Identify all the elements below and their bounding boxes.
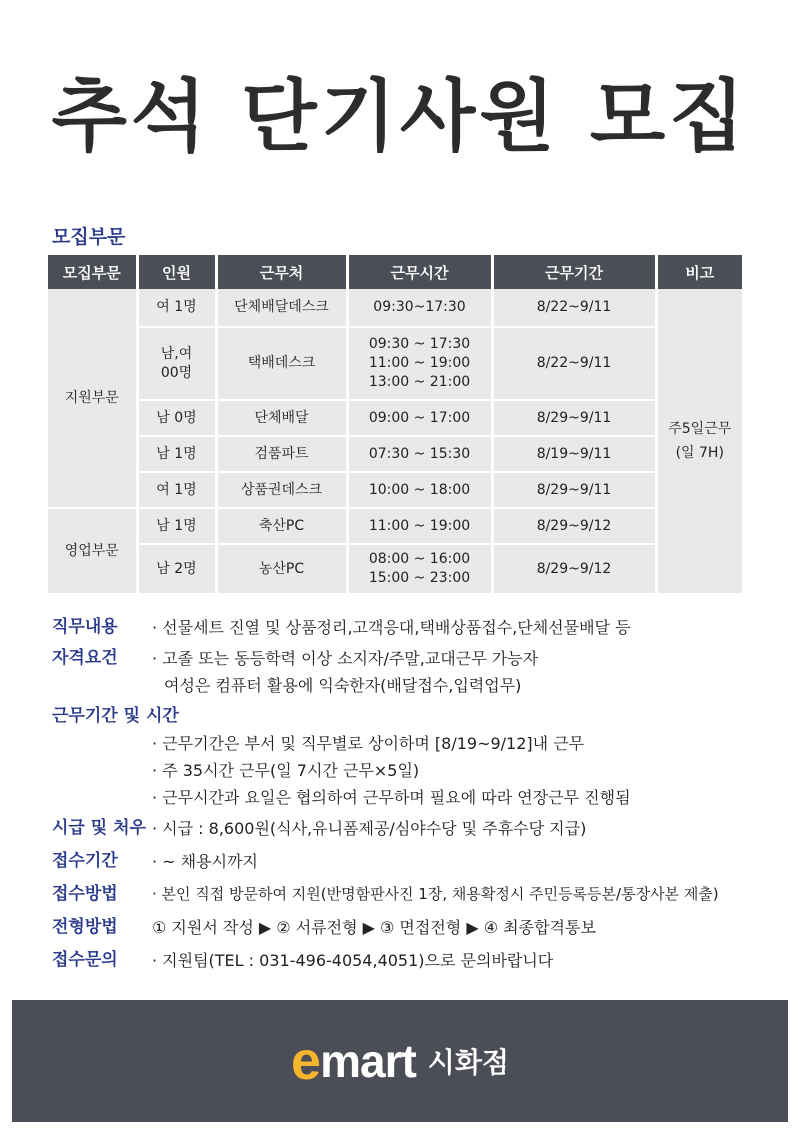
table-row xyxy=(48,544,742,594)
header-cell: 비고 xyxy=(656,255,742,289)
time-cell: 07:30 ~ 15:30 xyxy=(347,436,492,472)
detail-text: · ~ 채용시까지 xyxy=(152,852,258,871)
detail-text: · 선물세트 진열 및 상품정리,고객응대,택배상품접수,단체선물배달 등 xyxy=(152,618,631,637)
detail-apply-method xyxy=(52,881,772,908)
time-cell: 09:00 ~ 17:00 xyxy=(347,400,492,436)
detail-pay xyxy=(52,815,772,842)
place-cell: 택배데스크 xyxy=(216,327,347,400)
table-row xyxy=(48,436,742,472)
detail-text: · 근무기간은 부서 및 직무별로 상이하며 [8/19~9/12]내 근무 xyxy=(152,734,585,753)
time-cell: 09:30~17:30 xyxy=(347,289,492,327)
table-row xyxy=(48,289,742,327)
header-cell: 모집부문 xyxy=(48,255,137,289)
header-cell: 인원 xyxy=(137,255,216,289)
details-section xyxy=(52,614,772,974)
place-cell: 단체배달 xyxy=(216,400,347,436)
table-row xyxy=(48,327,742,400)
place-cell: 검품파트 xyxy=(216,436,347,472)
detail-label: 시급 및 처우 xyxy=(52,818,146,838)
period-cell: 8/29~9/11 xyxy=(492,400,656,436)
header-cell: 근무처 xyxy=(216,255,347,289)
time-cell: 09:30 ~ 17:30 11:00 ~ 19:00 13:00 ~ 21:00 xyxy=(347,327,492,400)
table-header-row xyxy=(48,255,742,289)
detail-label: 전형방법 xyxy=(52,917,118,937)
people-cell: 남 1명 xyxy=(137,508,216,544)
detail-period-line xyxy=(52,757,772,784)
group-cell: 영업부문 xyxy=(48,508,137,594)
detail-qualification xyxy=(52,645,772,672)
detail-text: · 주 35시간 근무(일 7시간 근무×5일) xyxy=(152,761,420,780)
detail-process xyxy=(52,914,772,941)
people-cell: 남 1명 xyxy=(137,436,216,472)
period-cell: 8/29~9/12 xyxy=(492,508,656,544)
header-cell: 근무기간 xyxy=(492,255,656,289)
time-cell: 10:00 ~ 18:00 xyxy=(347,472,492,508)
people-cell: 여 1명 xyxy=(137,472,216,508)
period-cell: 8/22~9/11 xyxy=(492,327,656,400)
page-title: 추석 단기사원 모집 xyxy=(51,72,749,162)
note-cell: 주5일근무 (일 7H) xyxy=(656,289,742,594)
period-cell: 8/29~9/11 xyxy=(492,472,656,508)
detail-contact xyxy=(52,947,772,974)
footer-banner xyxy=(12,1000,788,1122)
table-row xyxy=(48,508,742,544)
detail-label: 직무내용 xyxy=(52,617,118,637)
section-label-recruit: 모집부문 xyxy=(52,226,126,248)
place-cell: 농산PC xyxy=(216,544,347,594)
detail-label: 자격요건 xyxy=(52,648,118,668)
table-row xyxy=(48,400,742,436)
place-cell: 상품권데스크 xyxy=(216,472,347,508)
detail-label: 근무기간 및 시간 xyxy=(52,706,179,726)
detail-text: · 시급 : 8,600원(식사,유니폼제공/심야수당 및 주휴수당 지급) xyxy=(152,819,587,838)
detail-text: · 근무시간과 요일은 협의하여 근무하며 필요에 따라 연장근무 진행됨 xyxy=(152,788,631,807)
header-cell: 근무시간 xyxy=(347,255,492,289)
people-cell: 여 1명 xyxy=(137,289,216,327)
detail-text: 여성은 컴퓨터 활용에 익숙한자(배달접수,입력업무) xyxy=(164,676,522,695)
detail-duty xyxy=(52,614,772,641)
detail-label: 접수문의 xyxy=(52,950,118,970)
detail-apply-period xyxy=(52,848,772,875)
emart-logo-e: e xyxy=(291,1031,321,1091)
emart-logo-mart: mart xyxy=(320,1035,416,1087)
store-name: 시화점 xyxy=(427,1046,509,1079)
detail-period-line xyxy=(52,730,772,757)
recruit-table xyxy=(48,255,742,595)
time-cell: 08:00 ~ 16:00 15:00 ~ 23:00 xyxy=(347,544,492,594)
detail-period-heading xyxy=(52,703,772,730)
table-row xyxy=(48,472,742,508)
detail-text: ① 지원서 작성 ▶ ② 서류전형 ▶ ③ 면접전형 ▶ ④ 최종합격통보 xyxy=(152,918,596,937)
place-cell: 단체배달데스크 xyxy=(216,289,347,327)
detail-period-line xyxy=(52,784,772,811)
detail-label: 접수방법 xyxy=(52,884,118,904)
people-cell: 남,여 00명 xyxy=(137,327,216,400)
period-cell: 8/22~9/11 xyxy=(492,289,656,327)
detail-text: · 본인 직접 방문하여 지원(반명함판사진 1장, 채용확정시 주민등록등본/통장사본 제출) xyxy=(152,885,719,903)
group-cell: 지원부문 xyxy=(48,289,137,508)
detail-text: · 고졸 또는 동등학력 이상 소지자/주말,교대근무 가능자 xyxy=(152,649,539,668)
people-cell: 남 2명 xyxy=(137,544,216,594)
detail-label: 접수기간 xyxy=(52,851,118,871)
people-cell: 남 0명 xyxy=(137,400,216,436)
detail-text: · 지원팀(TEL : 031-496-4054,4051)으로 문의바랍니다 xyxy=(152,951,554,970)
time-cell: 11:00 ~ 19:00 xyxy=(347,508,492,544)
period-cell: 8/29~9/12 xyxy=(492,544,656,594)
place-cell: 축산PC xyxy=(216,508,347,544)
period-cell: 8/19~9/11 xyxy=(492,436,656,472)
detail-qualification-cont xyxy=(52,672,772,699)
